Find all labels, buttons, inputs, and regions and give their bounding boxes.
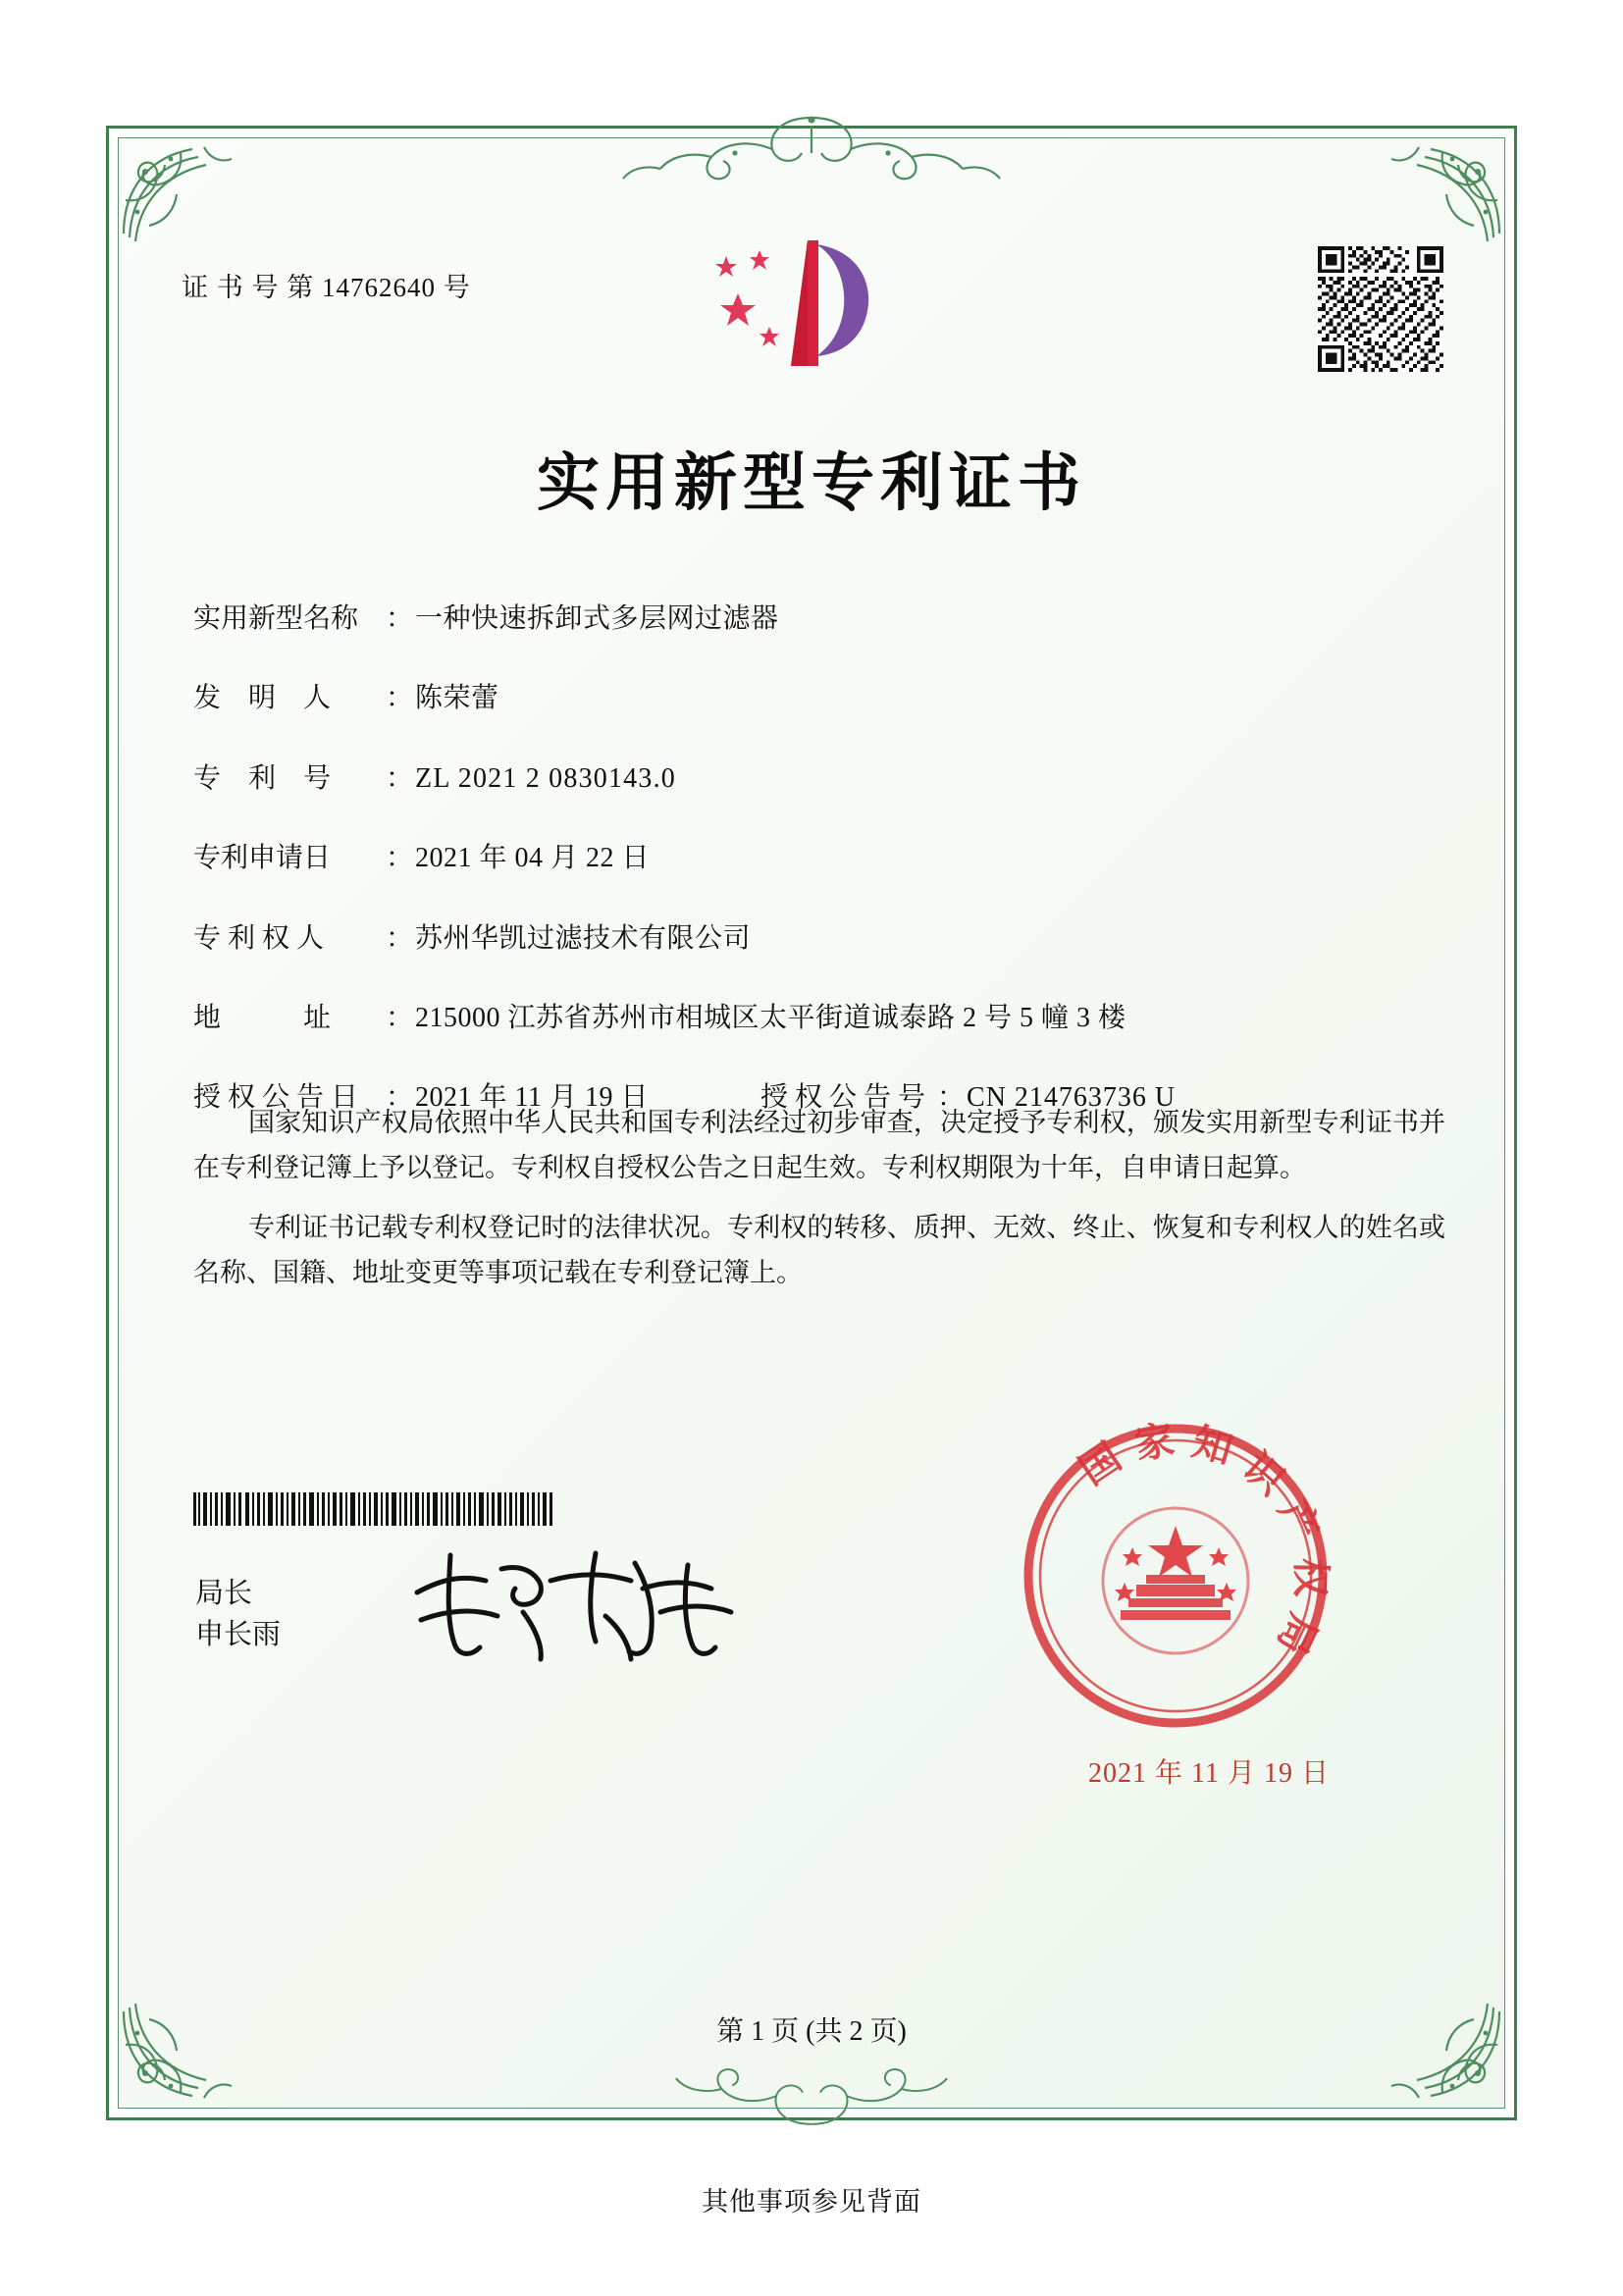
cnipa-emblem-icon <box>699 229 924 386</box>
field-colon: ： <box>386 843 414 874</box>
signer-name: 申长雨 <box>195 1619 282 1651</box>
field-label: 地 址 <box>193 1002 332 1033</box>
field-label-grant-number: 授 权 公 告 号 <box>760 1082 926 1114</box>
barcode <box>193 1492 556 1526</box>
certificate-number: 证 书 号 第 14762640 号 <box>182 273 471 302</box>
handwritten-signature <box>403 1530 757 1677</box>
field-colon: ： <box>386 762 414 794</box>
field-row-address <box>193 1001 1440 1036</box>
legal-paragraph-2: 专利证书记载专利权登记时的法律状况。专利权的转移、质押、无效、终止、恢复和专利权人的姓名或名称、国籍、地址变更等事项记载在专利登记簿上。 <box>193 1212 1445 1288</box>
field-label: 实用新型名称 <box>193 603 359 634</box>
field-value: ZL 2021 2 0830143.0 <box>415 762 676 794</box>
field-value-grant-date: 2021 年 11 月 19 日 <box>415 1082 649 1114</box>
seal-date: 2021 年 11 月 19 日 <box>1088 1758 1330 1789</box>
field-colon: ： <box>386 1082 414 1114</box>
field-label-grant-date: 授 权 公 告 日 <box>193 1082 359 1114</box>
field-value: 苏州华凯过滤技术有限公司 <box>415 922 752 954</box>
field-row-patent-number <box>193 761 1440 797</box>
field-value: 一种快速拆卸式多层网过滤器 <box>415 603 779 634</box>
field-colon: ： <box>386 603 414 634</box>
qr-code <box>1318 246 1443 372</box>
certificate-fields <box>193 601 1440 1161</box>
legal-text <box>193 1100 1445 1310</box>
field-label: 专 利 号 <box>193 762 332 794</box>
footnote: 其他事项参见背面 <box>702 2187 921 2217</box>
field-row-application-date <box>193 841 1440 876</box>
field-row-patentee <box>193 921 1440 957</box>
signer-block <box>195 1573 281 1655</box>
field-row-utility-model-name <box>193 601 1440 637</box>
field-value-grant-number: CN 214763736 U <box>967 1082 1177 1114</box>
field-colon: ： <box>386 683 414 714</box>
official-seal <box>1014 1414 1337 1738</box>
field-label: 专利申请日 <box>193 843 332 874</box>
field-value: 陈荣蕾 <box>415 683 499 714</box>
signer-role: 局长 <box>195 1578 253 1609</box>
field-colon: ： <box>386 1002 414 1033</box>
legal-paragraph-1: 国家知识产权局依照中华人民共和国专利法经过初步审查，决定授予专利权，颁发实用新型专利证书并在专利登记簿上予以登记。专利权自授权公告之日起生效。专利权期限为十年，自申请日起算。 <box>193 1108 1445 1183</box>
field-colon: ： <box>937 1082 966 1114</box>
field-value: 2021 年 04 月 22 日 <box>415 843 651 874</box>
field-label: 专 利 权 人 <box>193 922 325 954</box>
page-title: 实用新型专利证书 <box>537 446 1086 520</box>
field-row-inventor <box>193 681 1440 716</box>
field-value: 215000 江苏省苏州市相城区太平街道诚泰路 2 号 5 幢 3 楼 <box>415 1002 1126 1033</box>
svg-text:国 家 知 识 产 权 局: 国 家 知 识 产 权 局 <box>1071 1416 1335 1662</box>
field-colon: ： <box>386 922 414 954</box>
page-indicator: 第 1 页 (共 2 页) <box>716 2016 907 2047</box>
field-label: 发 明 人 <box>193 683 332 714</box>
certificate-content <box>119 138 1504 2108</box>
